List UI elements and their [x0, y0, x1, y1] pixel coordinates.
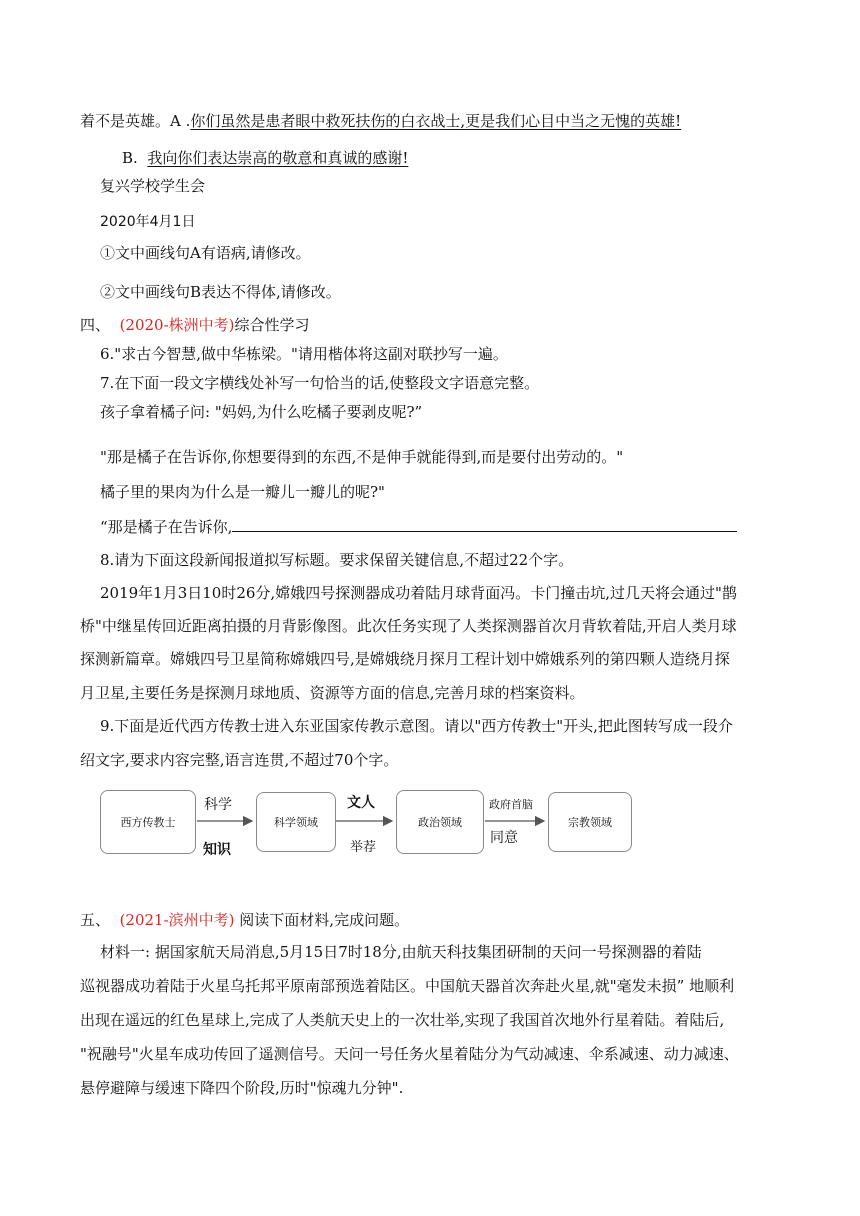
signature: 复兴学校学生会	[100, 177, 206, 195]
paragraph-line: 月卫星,主要任务是探测月球地质、资源等方面的信息,完善月球的档案资料。	[80, 684, 585, 702]
paragraph-line: 巡视器成功着陆于火星乌托邦平原南部预选着陆区。中国航天器首次奔赴火星,就"毫发未损” 地顺利	[80, 977, 735, 995]
section-heading	[80, 910, 409, 930]
section-number: 四、	[80, 316, 111, 334]
question-9-cont: 绍文字,要求内容完整,语言连贯,不超过70个字。	[80, 751, 399, 769]
source-tag: (2021-滨州中考)	[119, 911, 235, 929]
paragraph-line: 悬停避障与缓速下降四个阶段,历时"惊魂九分钟".	[80, 1079, 404, 1097]
dialogue-line: 孩子拿着橘子问: "妈妈,为什么吃橘子要剥皮呢?”	[100, 403, 423, 421]
paragraph-line: "祝融号"火星车成功传回了遥测信号。天问一号任务火星着陆分为气动减速、伞系减速、动力减速、	[80, 1045, 739, 1063]
paragraph-line: 材料一: 据国家航天局消息,5月15日7时18分,由航天科技集团研制的天问一号探测器的着陆	[100, 943, 702, 961]
text-line	[122, 148, 408, 168]
arrow-3-label-top: 政府首脑	[489, 798, 533, 811]
text-segment: B.	[122, 149, 138, 167]
question-1: ①文中画线句A有语病,请修改。	[100, 244, 311, 262]
paragraph-line: 2019年1月3日10时26分,嫦娥四号探测器成功着陆月球背面冯。卡门撞击坑,过几天将会通过"鹊	[100, 584, 737, 602]
question-9: 9.下面是近代西方传教士进入东亚国家传教示意图。请以"西方传教士"开头,把此图转写成一段介	[100, 717, 733, 735]
section-title: 阅读下面材料,完成问题。	[239, 911, 410, 929]
paragraph-line: 出现在遥远的红色星球上,完成了人类航天史上的一次壮举,实现了我国首次地外行星着陆。着陆后,	[80, 1011, 725, 1029]
paragraph-line: 桥"中继星传回近距离拍摄的月背影像图。此次任务实现了人类探测器首次月背软着陆,开启人类月球	[80, 617, 737, 635]
section-title: 综合性学习	[234, 316, 310, 334]
question-8: 8.请为下面这段新闻报道拟写标题。要求保留关键信息,不超过22个字。	[100, 551, 574, 569]
date: 2020年4月1日	[100, 214, 196, 230]
flow-diagram	[100, 786, 640, 862]
box-missionary: 西方传教士	[100, 790, 196, 854]
arrow-3-label-bottom: 同意	[490, 830, 518, 846]
text-line	[80, 111, 681, 131]
text-segment: 着不是英雄。A .	[80, 112, 191, 130]
arrow-1-label-bottom: 知识	[203, 842, 231, 858]
dialogue-line: 橘子里的果肉为什么是一瓣儿一瓣儿的呢?"	[100, 483, 385, 501]
question-6: 6."求古今智慧,做中华栋梁。"请用楷体将这副对联抄写一遍。	[100, 345, 508, 363]
arrow-2-label-top: 文人	[347, 795, 375, 811]
underlined-sentence-a: 你们虽然是患者眼中救死扶伤的白衣战士,更是我们心目中当之无愧的英雄!	[190, 112, 682, 130]
box-religion: 宗教领域	[548, 792, 632, 852]
arrow-2-label-bottom: 举荐	[350, 840, 377, 855]
dialogue-line: "那是橘子在告诉你,你想要得到的东西,不是伸手就能得到,而是要付出劳动的。"	[100, 448, 624, 466]
box-politics: 政治领域	[396, 790, 484, 854]
underlined-sentence-b: 我向你们表达崇高的敬意和真诚的感谢!	[147, 149, 409, 167]
answer-blank[interactable]	[232, 516, 737, 532]
paragraph-line: 探测新篇章。嫦娥四号卫星简称嫦娥四号,是嫦娥绕月探月工程计划中嫦娥系列的第四颗人造绕月探	[80, 650, 730, 668]
question-7: 7.在下面一段文字横线处补写一句恰当的话,使整段文字语意完整。	[100, 374, 540, 392]
section-heading	[80, 315, 310, 335]
question-2: ②文中画线句B表达不得体,请修改。	[100, 283, 341, 301]
source-tag: (2020-株洲中考)	[119, 316, 235, 334]
arrow-1-label-top: 科学	[204, 797, 232, 813]
dialogue-start: “那是橘子在告诉你,	[100, 518, 233, 536]
dialogue-line	[100, 516, 737, 537]
section-number: 五、	[80, 911, 111, 929]
box-science: 科学领域	[256, 792, 336, 852]
